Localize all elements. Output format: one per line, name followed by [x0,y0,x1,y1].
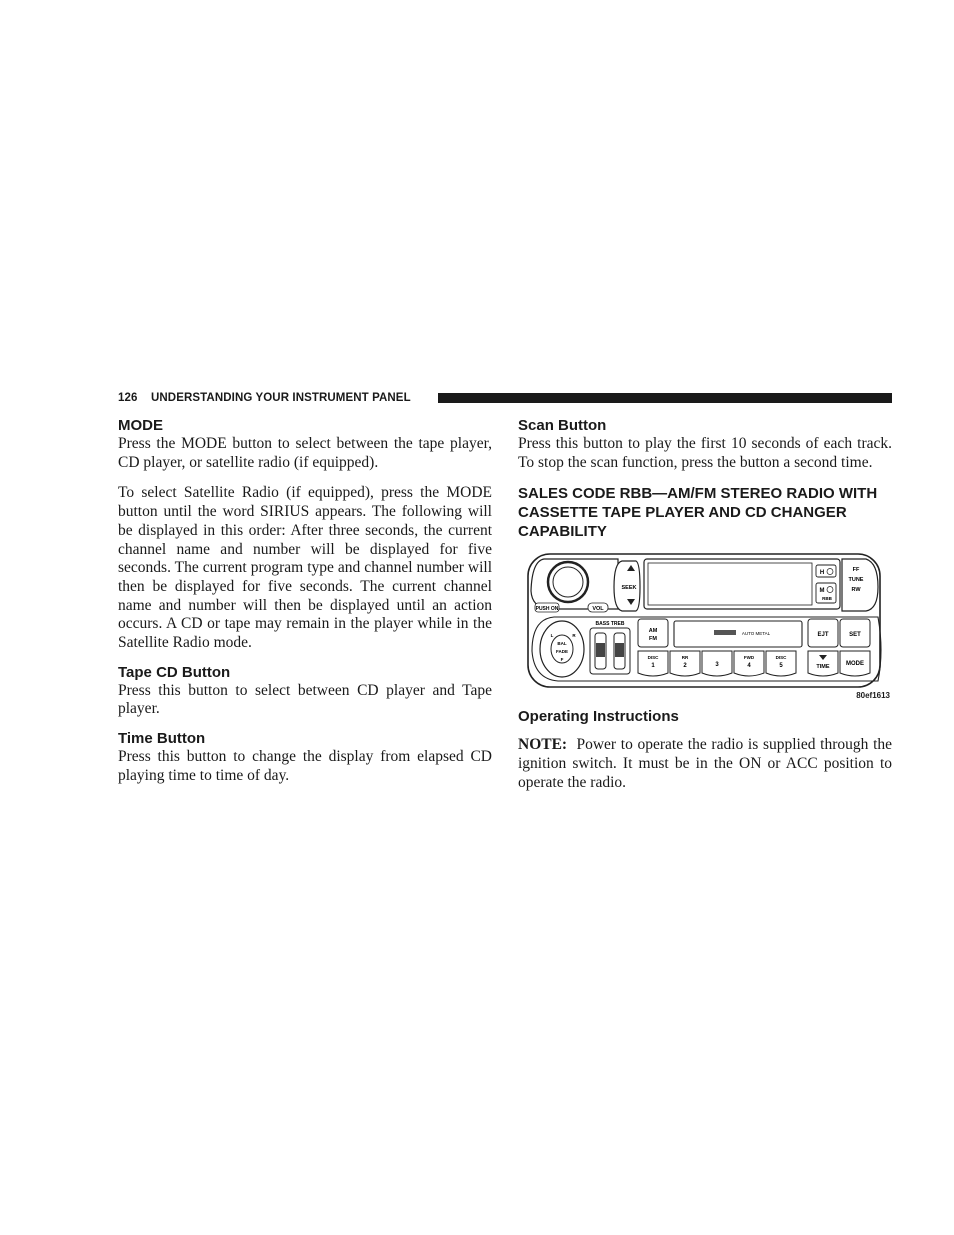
figure-code: 80ef1613 [856,691,890,701]
note-label: NOTE: [518,736,568,754]
scan-heading: Scan Button [518,417,607,434]
note-paragraph [518,736,892,792]
sales-code-heading: SALES CODE RBB—AM/FM STEREO RADIO WITH CASSETTE TAPE PLAYER AND CD CHANGER CAPABILITY [518,485,878,541]
tape-cd-paragraph: Press this button to select between CD player and Tape player. [118,681,492,718]
operating-heading: Operating Instructions [518,708,679,726]
set-label: SET [849,632,861,639]
preset-2-label: 2 [683,663,687,670]
rw-label: RW [851,587,861,594]
rbb-label: RBB [822,596,832,602]
tape-cd-heading: Tape CD Button [118,663,231,681]
note-text: Power to operate the radio is supplied through the ignition switch. It must be in the ON or ACC position to operate the radio. [518,736,893,791]
fwd-label: FWD [743,655,755,661]
section-title: UNDERSTANDING YOUR INSTRUMENT PANEL [151,392,411,404]
mode-heading: MODE [118,417,163,434]
rr-label: RR [681,655,689,661]
page-header [118,390,892,406]
vol-label: VOL [592,606,604,613]
time-paragraph: Press this button to change the display from elapsed CD playing time to time of day. [118,748,492,784]
am-label: AM [648,628,658,635]
push-on-label: PUSH ON [535,606,559,613]
ff-label: FF [852,567,860,574]
front-label: F [560,657,564,663]
seek-label: SEEK [621,585,637,592]
disc-up-label: DISC [775,655,787,661]
fm-label: FM [649,636,657,643]
right-column [518,416,892,793]
right-label: R [572,633,576,639]
disc-down-label: DISC [647,655,659,661]
preset-3-label: 3 [715,662,719,669]
preset-1-label: 1 [651,663,655,670]
volume-knob[interactable] [548,562,588,602]
tune-label: TUNE [848,577,864,584]
radio-display [644,559,840,609]
bal-label: BAL [557,641,567,647]
header-bar [438,393,892,403]
mode-paragraph-2: To select Satellite Radio (if equipped), press the MODE button until the word SIRIUS appears. The following will be displayed in this order: After three seconds, the current channel name and number will be displayed for five seconds. The current program type and channel number will then be displayed for five seconds. The current channel name and number will then be displayed until an action occurs. A CD or tape may remain in the player while in the Satellite Radio mode. [118,484,492,652]
tune-button[interactable] [842,559,878,611]
radio-figure [518,551,892,701]
cassette-door[interactable] [674,621,802,647]
preset-4-label: 4 [747,663,751,670]
hour-label: H [819,570,825,577]
left-label: L [550,633,554,639]
preset-5-label: 5 [779,663,783,670]
bass-treb-label: BASS TREB [595,621,625,628]
radio-illustration [518,551,892,691]
time-label: TIME [816,664,830,671]
fade-label: FADE [555,649,569,655]
scan-paragraph: Press this button to play the first 10 seconds of each track. To stop the scan function, press the button a second time. [518,435,892,471]
time-heading: Time Button [118,730,206,748]
minute-label: M [819,588,825,595]
mode-paragraph-1: Press the MODE button to select between the tape player, CD player, or satellite radio (if equipped). [118,435,492,471]
page-number: 126 [118,392,138,404]
mode-label: MODE [846,661,864,668]
left-column [118,416,492,786]
eject-label: EJT [817,632,829,639]
cassette-label: AUTO METAL [741,631,771,637]
